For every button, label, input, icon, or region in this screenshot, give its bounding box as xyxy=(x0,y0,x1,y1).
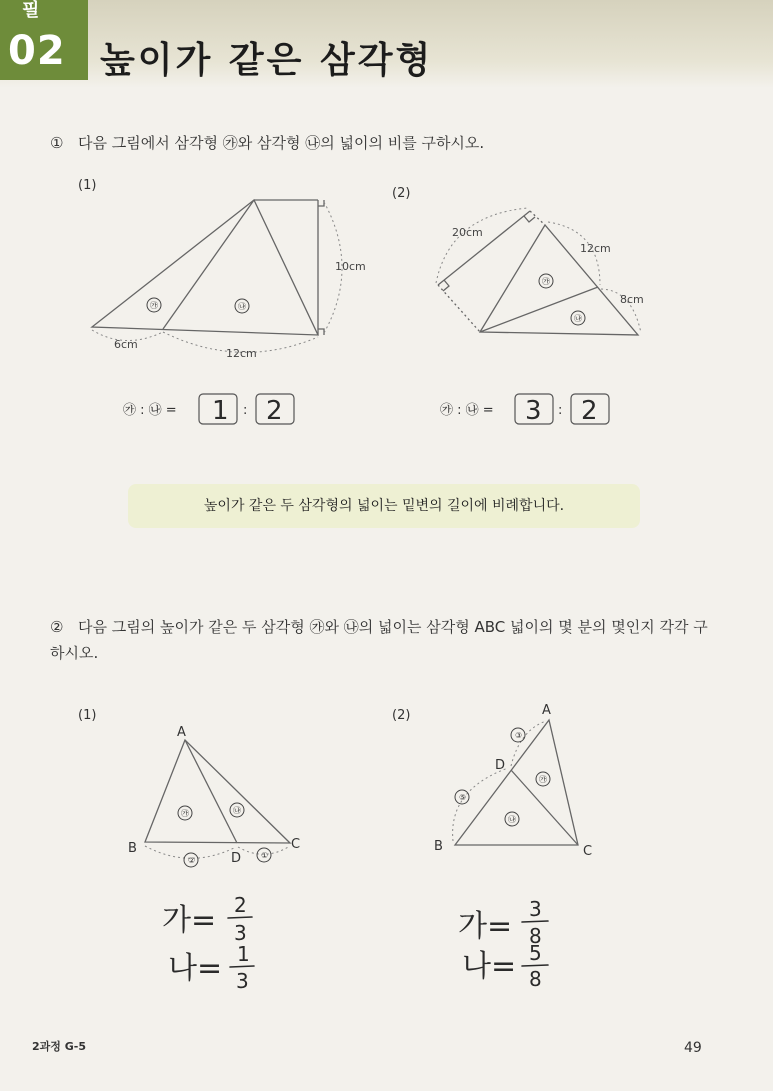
q2-fig2-diagram xyxy=(434,703,592,859)
q2-fig2-ans-b-label: 나= xyxy=(462,949,517,984)
q1-fig2-answer-b: 2 xyxy=(581,396,598,426)
q1-fig1-right-angle-top xyxy=(318,200,324,206)
q1-fig2-right-angle-bottom xyxy=(443,280,449,291)
q2-fig1-point-d: D xyxy=(231,851,242,866)
q2-fig2-seg-ad: ③ xyxy=(515,731,523,740)
q1-fig2-len-20: 20cm xyxy=(452,226,483,239)
q2-fig1-point-c: C xyxy=(291,837,301,852)
q2-fig1-label: (1) xyxy=(78,708,97,723)
q2-fig1-seg-dc: ① xyxy=(261,851,269,860)
q1-fig2-ext-bottom xyxy=(438,285,480,332)
q2-fig1-ans-b-num: 1 xyxy=(237,942,250,966)
q2-fig1-ans-a-label: 가= xyxy=(162,903,217,938)
question-1-number: ① xyxy=(50,134,64,152)
q2-fig2-ans-b-num: 5 xyxy=(529,941,542,965)
footer-course: 2과정 G-5 xyxy=(32,1040,86,1053)
q2-fig2-point-b: B xyxy=(434,839,443,854)
q1-fig2-diagram xyxy=(436,208,644,335)
q2-fig1-ans-b-label: 나= xyxy=(168,951,223,986)
q2-fig1-ans-b-den: 3 xyxy=(236,969,249,993)
q2-fig1-divider xyxy=(185,740,237,843)
q2-fig2-point-d: D xyxy=(495,758,506,773)
q1-fig1-ratio-expr: ㉮ : ㉯ = xyxy=(123,403,177,418)
q2-fig2-area-a: ㉮ xyxy=(539,775,547,784)
q2-fig1-ans-a-bar xyxy=(228,917,252,918)
q2-fig2-label: (2) xyxy=(392,708,411,723)
q2-fig2-point-c: C xyxy=(583,844,593,859)
q1-fig2-divider xyxy=(480,287,598,332)
q1-fig2-ext-top xyxy=(530,211,545,225)
q1-fig1-colon: : xyxy=(243,403,248,418)
q2-fig1-diagram xyxy=(128,725,300,867)
q2-fig2-point-a: A xyxy=(542,703,551,718)
q1-fig2-answer xyxy=(440,394,609,426)
q1-fig1-diagram xyxy=(92,200,366,360)
q1-fig1-label: (1) xyxy=(78,178,97,193)
q2-fig1-handwritten xyxy=(162,893,254,993)
q1-fig2-area-a: ㉮ xyxy=(542,277,550,286)
q2-fig2-ans-a-num: 3 xyxy=(529,897,542,921)
q2-fig2-handwritten xyxy=(458,897,548,991)
q1-fig2-height-line xyxy=(438,211,530,285)
q2-fig2-arc-db xyxy=(453,768,508,841)
q1-fig1-len-12: 12cm xyxy=(226,347,257,360)
badge-number: 02 xyxy=(8,28,66,74)
q1-fig1-len-6: 6cm xyxy=(114,338,138,351)
q1-fig2-triangle xyxy=(480,225,638,335)
q2-fig1-area-b: ㉯ xyxy=(233,806,241,815)
page-title: 높이가 같은 삼각형 xyxy=(100,40,434,81)
q1-fig1-area-b: ㉯ xyxy=(238,302,246,311)
q1-fig2-area-b: ㉯ xyxy=(574,314,582,323)
q2-fig1-seg-bd: ② xyxy=(188,856,196,865)
q1-fig1-answer-b: 2 xyxy=(266,396,283,426)
q2-fig1-area-a: ㉮ xyxy=(181,809,189,818)
q1-fig2-len-8: 8cm xyxy=(620,293,644,306)
q1-fig2-arc-20 xyxy=(436,208,528,283)
q1-fig1-area-a: ㉮ xyxy=(150,301,158,310)
q1-fig2-answer-a: 3 xyxy=(525,396,542,426)
q1-fig2-ratio-expr: ㉮ : ㉯ = xyxy=(440,403,494,418)
q1-fig2-label: (2) xyxy=(392,186,411,201)
q2-fig1-ans-a-num: 2 xyxy=(234,893,247,917)
hint-box: 높이가 같은 두 삼각형의 넓이는 밑변의 길이에 비례합니다. xyxy=(128,484,640,528)
q2-fig1-triangle xyxy=(145,740,290,843)
q1-fig2-right-angle-top xyxy=(524,216,535,222)
badge-top-label: 필 xyxy=(22,0,40,21)
q1-fig1-answer-a: 1 xyxy=(212,396,229,426)
question-2 xyxy=(50,614,710,666)
q2-fig2-ans-b-den: 8 xyxy=(529,967,542,991)
q2-fig1-ans-a-den: 3 xyxy=(234,921,247,945)
q2-fig2-area-b: ㉯ xyxy=(508,815,516,824)
q1-fig1-triangle xyxy=(92,200,318,335)
q2-fig1-ans-b-bar xyxy=(230,966,254,967)
question-1-text: 다음 그림에서 삼각형 ㉮와 삼각형 ㉯의 넓이의 비를 구하시오. xyxy=(78,134,485,152)
q1-fig2-len-12: 12cm xyxy=(580,242,611,255)
q2-fig1-point-b: B xyxy=(128,841,137,856)
q2-fig2-ans-b-bar xyxy=(522,965,548,966)
footer-page-number: 49 xyxy=(684,1040,702,1056)
question-2-number: ② xyxy=(50,618,64,636)
q1-fig1-len-10: 10cm xyxy=(335,260,366,273)
q1-fig2-colon: : xyxy=(558,403,563,418)
question-2-text: 다음 그림의 높이가 같은 두 삼각형 ㉮와 ㉯의 넓이는 삼각형 ABC 넓이의 몇 분의 몇인지 각각 구하시오. xyxy=(50,618,708,662)
q2-fig2-ans-a-den: 8 xyxy=(529,924,542,948)
q1-fig1-right-angle-bottom xyxy=(318,329,324,335)
q2-fig1-point-a: A xyxy=(177,725,186,740)
q2-fig2-seg-db: ⑤ xyxy=(459,793,467,802)
q2-fig2-ans-a-bar xyxy=(522,921,548,922)
q2-fig2-ans-a-label: 가= xyxy=(458,909,513,944)
q1-fig1-answer xyxy=(123,394,294,426)
